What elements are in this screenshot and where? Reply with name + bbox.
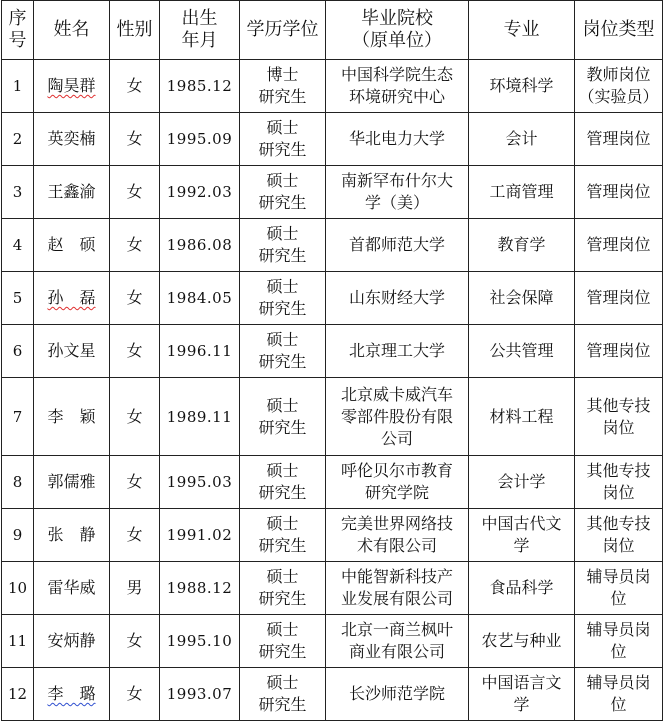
cell-degree: 硕士 研究生 [240, 325, 326, 378]
cell-major: 环境科学 [469, 60, 575, 113]
cell-no: 4 [2, 219, 34, 272]
cell-major: 教育学 [469, 219, 575, 272]
cell-birth: 1985.12 [160, 60, 240, 113]
table-header-row [2, 1, 663, 60]
cell-degree: 硕士 研究生 [240, 219, 326, 272]
cell-degree: 硕士 研究生 [240, 615, 326, 668]
cell-name: 张 静 [34, 509, 110, 562]
table-row [2, 562, 663, 615]
cell-gender: 女 [110, 615, 160, 668]
cell-school: 中能智新科技产 业发展有限公司 [326, 562, 469, 615]
cell-post: 管理岗位 [575, 325, 663, 378]
cell-school: 山东财经大学 [326, 272, 469, 325]
cell-birth: 1984.05 [160, 272, 240, 325]
cell-birth: 1989.11 [160, 378, 240, 456]
cell-degree: 硕士 研究生 [240, 509, 326, 562]
staff-table [1, 0, 663, 721]
cell-major: 会计 [469, 113, 575, 166]
cell-school: 北京一商兰枫叶 商业有限公司 [326, 615, 469, 668]
cell-no: 12 [2, 668, 34, 721]
cell-no: 1 [2, 60, 34, 113]
cell-degree: 硕士 研究生 [240, 456, 326, 509]
cell-name: 安炳静 [34, 615, 110, 668]
table-row [2, 509, 663, 562]
cell-no: 9 [2, 509, 34, 562]
header-cell-post: 岗位类型 [575, 1, 663, 60]
cell-major: 中国古代文 学 [469, 509, 575, 562]
cell-degree: 硕士 研究生 [240, 562, 326, 615]
cell-gender: 女 [110, 456, 160, 509]
cell-no: 5 [2, 272, 34, 325]
cell-school: 长沙师范学院 [326, 668, 469, 721]
cell-gender: 女 [110, 60, 160, 113]
cell-major: 工商管理 [469, 166, 575, 219]
cell-gender: 女 [110, 325, 160, 378]
cell-major: 农艺与种业 [469, 615, 575, 668]
cell-post: 辅导员岗 位 [575, 562, 663, 615]
cell-school: 呼伦贝尔市教育 研究学院 [326, 456, 469, 509]
cell-name: 英奕楠 [34, 113, 110, 166]
table-row [2, 219, 663, 272]
cell-birth: 1993.07 [160, 668, 240, 721]
cell-birth: 1995.10 [160, 615, 240, 668]
cell-post: 辅导员岗 位 [575, 668, 663, 721]
cell-major: 中国语言文 学 [469, 668, 575, 721]
cell-degree: 硕士 研究生 [240, 113, 326, 166]
cell-degree: 博士 研究生 [240, 60, 326, 113]
cell-no: 6 [2, 325, 34, 378]
cell-no: 7 [2, 378, 34, 456]
header-cell-degree: 学历学位 [240, 1, 326, 60]
cell-gender: 女 [110, 509, 160, 562]
cell-gender: 女 [110, 668, 160, 721]
cell-name: 陶昊群 [34, 60, 110, 113]
cell-post: 管理岗位 [575, 272, 663, 325]
cell-major: 社会保障 [469, 272, 575, 325]
cell-degree: 硕士 研究生 [240, 166, 326, 219]
header-cell-school: 毕业院校 （原单位） [326, 1, 469, 60]
table-row [2, 272, 663, 325]
cell-school: 南新罕布什尔大 学（美） [326, 166, 469, 219]
cell-post: 管理岗位 [575, 219, 663, 272]
cell-major: 公共管理 [469, 325, 575, 378]
cell-school: 北京理工大学 [326, 325, 469, 378]
table-row [2, 615, 663, 668]
cell-post: 其他专技 岗位 [575, 378, 663, 456]
table-row [2, 60, 663, 113]
cell-name: 王鑫渝 [34, 166, 110, 219]
cell-name: 赵 硕 [34, 219, 110, 272]
cell-school: 华北电力大学 [326, 113, 469, 166]
cell-school: 北京威卡威汽车 零部件股份有限 公司 [326, 378, 469, 456]
cell-birth: 1988.12 [160, 562, 240, 615]
cell-no: 3 [2, 166, 34, 219]
cell-gender: 女 [110, 378, 160, 456]
header-cell-major: 专业 [469, 1, 575, 60]
table-row [2, 325, 663, 378]
header-cell-birth: 出生 年月 [160, 1, 240, 60]
cell-no: 2 [2, 113, 34, 166]
cell-name: 郭儒雅 [34, 456, 110, 509]
cell-birth: 1992.03 [160, 166, 240, 219]
cell-birth: 1996.11 [160, 325, 240, 378]
cell-no: 11 [2, 615, 34, 668]
cell-degree: 硕士 研究生 [240, 378, 326, 456]
table-row [2, 456, 663, 509]
cell-post: 辅导员岗 位 [575, 615, 663, 668]
header-cell-gender: 性别 [110, 1, 160, 60]
cell-gender: 男 [110, 562, 160, 615]
header-cell-no: 序 号 [2, 1, 34, 60]
cell-post: 教师岗位 （实验员） [575, 60, 663, 113]
cell-gender: 女 [110, 113, 160, 166]
cell-school: 完美世界网络技 术有限公司 [326, 509, 469, 562]
table-row [2, 668, 663, 721]
header-cell-name: 姓名 [34, 1, 110, 60]
cell-post: 管理岗位 [575, 113, 663, 166]
cell-name: 雷华威 [34, 562, 110, 615]
cell-birth: 1986.08 [160, 219, 240, 272]
cell-major: 材料工程 [469, 378, 575, 456]
cell-name: 孙 磊 [34, 272, 110, 325]
cell-name: 李 颖 [34, 378, 110, 456]
cell-post: 其他专技 岗位 [575, 456, 663, 509]
cell-major: 食品科学 [469, 562, 575, 615]
cell-birth: 1995.09 [160, 113, 240, 166]
cell-school: 中国科学院生态 环境研究中心 [326, 60, 469, 113]
cell-degree: 硕士 研究生 [240, 272, 326, 325]
table-row [2, 378, 663, 456]
cell-gender: 女 [110, 272, 160, 325]
cell-post: 管理岗位 [575, 166, 663, 219]
table-row [2, 113, 663, 166]
cell-no: 8 [2, 456, 34, 509]
cell-degree: 硕士 研究生 [240, 668, 326, 721]
cell-birth: 1995.03 [160, 456, 240, 509]
cell-post: 其他专技 岗位 [575, 509, 663, 562]
cell-name: 李 璐 [34, 668, 110, 721]
table-row [2, 166, 663, 219]
cell-school: 首都师范大学 [326, 219, 469, 272]
cell-gender: 女 [110, 219, 160, 272]
cell-major: 会计学 [469, 456, 575, 509]
cell-gender: 女 [110, 166, 160, 219]
cell-name: 孙文星 [34, 325, 110, 378]
cell-no: 10 [2, 562, 34, 615]
cell-birth: 1991.02 [160, 509, 240, 562]
